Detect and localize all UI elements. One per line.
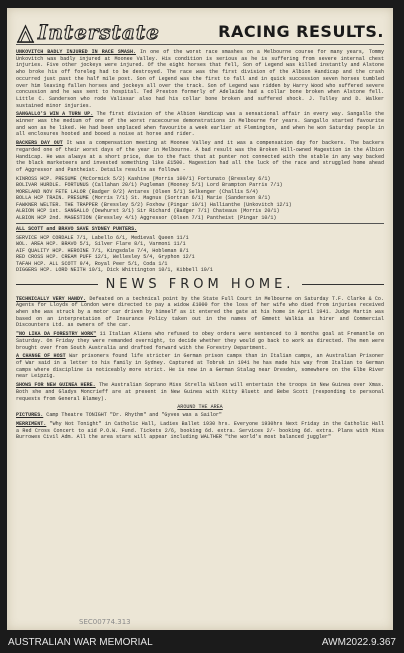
story-text: It was a compensation meeting at Moonee Valley and it was a compensation day for backers. The backers regarded one of their worst days of the year in Melbourne. A bad result was the Broken Hill-owned Magestion in the Albion Handicap. He was always at a short price, due to the fact that at punter not connected with the stable in any way backed the black marketeers and invested something like £1500. Magestion had all the luck of the race and struggled home ahead of Aggressor and Pantheist. Details results as follows - xyxy=(16,140,384,173)
news-item xyxy=(16,331,384,351)
result-line: ALBION HCP 1st. SANGALLO (Dewhurst 3/1) Sir Richard (Badger 7/1) Chateaus (Morris 20/1) xyxy=(16,208,280,215)
archive-stamp: SEC00774.313 xyxy=(79,618,131,626)
result-line: ALBION HCP 2nd. MAGESTION (Bressley 4/1) Aggressor (Olsen 7/1) Pantheist (Pingar 10/1) xyxy=(16,214,277,221)
story-backers xyxy=(16,140,384,174)
news-from-home-banner xyxy=(16,277,384,293)
masthead xyxy=(16,14,384,45)
area-item xyxy=(16,412,384,419)
sydney-headline: ALL SCOTT and BRAVO SAVE SYDNEY PUNTERS. xyxy=(16,226,138,233)
result-line: WOL. AREA HCP. BRAVO 5/1, Silver Flare 8/1, Varmoni 11/1 xyxy=(16,241,186,248)
result-line: SERVICE HCP CORDALE 7/1, Labello 6/1, Medieval Queen 11/1 xyxy=(16,234,189,241)
story-sangallo xyxy=(16,111,384,138)
news-headline: A CHANGE OF HOST xyxy=(16,353,66,360)
story-headline: UNKOVITCH BADLY INJURED IN RACE SMASH. xyxy=(16,49,137,55)
story-text: The first division of the Albion Handicap was a sensational affair in every way. Sangallo the winner was the medium of one of the worst racecourse demonstrations in Melbourne for years. Sangallo started favourite and won as he liked. He had been unplaced when favourite a week earlier at Flemington, and when he won Saturday people in all enclosures hooted and booed a noise at horse and rider. xyxy=(16,111,384,138)
racing-results-title: RACING RESULTS. xyxy=(218,22,384,41)
result-line: KINROSS HCP. PRESUME (McCormick 5/2) Kashine (Morris 100/1) Fortunato (Bressley 6/1) xyxy=(16,175,271,182)
news-headline: TECHNICALLY VERY HANDY. xyxy=(16,295,87,302)
area-text: "Why Not Tonight" in Catholic Hall, Ladies Ballet 1930 hrs. Everyone 1930hrs Next Friday in the Catholic Hall a Red Cross Concert to aid P.O.W. Fund. Tickets 2/6, booking 6d. extra. Services 2/- booking 6d. extra. Plans with Miss Burrowes Civil Adm. All the area stars will appear including WALTHER "the world's most balanced juggler" xyxy=(16,420,384,441)
sydney-heading xyxy=(16,226,384,233)
news-item xyxy=(16,382,384,402)
around-the-area-heading: AROUND THE AREA xyxy=(177,404,223,411)
news-from-home-title: NEWS FROM HOME. xyxy=(105,277,295,293)
divider xyxy=(302,284,384,285)
story-text: In one of the worst race smashes on a Melbourne course for many years, Tommy Unkovitch was badly injured at Moonee Valley. His condition is serious as he is suffering from severe internal chest injuries. Five other jockeys were injured. Of the eight horses that fell, Son of Legend was killed instantly and Alstone who broke his off foreleg had to be destroyed. The race was the first division of the Albion Handicap and the crash occurred just past the half mile post. Son of Legend was the first to fall and in quick succession seven horses tumbled over him leaving fallen horses and jockeys all over the track. Son of Legend was ridden by Harry Wood who suffered severe concussion and he was sent to hospital. Ted Preston formerly of Adelaide had a collar bone broken when Alstone fell. Little C. Sanderson who rode Valissar also had his collar bone broken and suffered shock. J. Tulley and D. Walker sustained minor injuries. xyxy=(16,49,384,109)
area-headline: MERRIMENT. xyxy=(16,420,47,427)
result-line: BOLIVAR HURDLE. FORTUNUS (Callahan 20/1) Pugleman (Mooney 5/1) Lord Brampton Parris 7/1) xyxy=(16,182,283,189)
news-item xyxy=(16,353,384,380)
news-text: The Australian Soprano Miss Strella Wilson will entertain the troops in New Guinea over Xmas. Both she and Gladys Moncrieff are at present in New Guinea with Kitty Bluett and Bebe Scott (responding to personal requests from General Blamey). xyxy=(16,382,384,402)
caption-institution: AUSTRALIAN WAR MEMORIAL xyxy=(8,636,153,648)
story-unkovitch xyxy=(16,49,384,109)
result-line: RED CROSS HCP. CREAM PUFF 12/1, Wellesley 5/4, Gryphon 12/1 xyxy=(16,254,195,261)
caption-accession: AWM2022.9.367 xyxy=(321,636,396,648)
result-line: FAWKNER WELTER. THE TRAPPER (Bressley 5/2) Foxhow (Pingar 10/1) Hallianthe (Unkovitch 12/1) xyxy=(16,201,292,208)
news-text: War prisoners found life stricter in German prison camps than in Italian camps, an Australian Prisoner of War said in a letter to his family in Sydney. Captured at Tobruk in 1941 he has made his way from Italian to German camps where discipline is noticeably more strict. He is now in a German Stalag near Dresden, somewhere on the Elbe River near Leipzig. xyxy=(16,353,384,380)
news-text: 11 Italian Aliens who refused to obey orders were sentenced to 3 months goal at Fremantle on Saturday. On Friday they were remanded overnight, to decide whether they would go back to work as directed. The men were brought over from South Australia and drafted forward with the Forestry Department. xyxy=(16,331,384,351)
news-headline: "NO LIKA DA FORESTRY WORK" xyxy=(16,331,97,338)
result-line: BOLLA HCP TRAIN. PRESUME (Morris 7/1) St. Magnus (Sortran 6/1) Marie (Sanderson 8/1) xyxy=(16,195,271,202)
sydney-results xyxy=(16,235,384,274)
divider xyxy=(16,284,98,285)
news-item xyxy=(16,296,384,330)
caption-bar xyxy=(0,631,404,653)
result-line: AIF QUALITY HCP. HEROINE 7/1, Kingsdale 7/4, Hobleman 8/1 xyxy=(16,247,189,254)
interstate-title: Interstate xyxy=(38,20,160,44)
divider xyxy=(16,223,384,224)
melbourne-results xyxy=(16,176,384,222)
result-line: MORELAND NOV FETE LALOR (Badger 9/2) Antares (Olsen 5/1) Selkenger (Challis 5/4) xyxy=(16,188,259,195)
news-text: Defeated on a technical point by the State Full Court in Melbourne on Saturday T.F. Clarke & Co. Agents for Lloyds of London were directed to pay a widow £1000 for the loss of her wife who died from injuries received when she was struck by a motor car driven by himself as it entered the gate at his home in April 1941. Judge Martin was based on an interpretation of Insurance Policy taken out in the names of Emmett Walkia as hirer and Commercial Discounters Ltd. as owners of the car. xyxy=(16,295,384,329)
story-headline: SANGALLO'S WIN A TURN UP. xyxy=(16,111,94,118)
story-headline: BACKERS DAY OUT xyxy=(16,140,63,147)
rising-sun-badge-icon xyxy=(16,23,35,44)
bulletin-page xyxy=(7,8,393,630)
result-line: TAFAH HCP. ALL SCOTT 9/4, Royal Peer 5/1, Coda 1/1 xyxy=(16,260,168,267)
news-headline: SHOWS FOR NEW GUINEA HERE. xyxy=(16,382,96,389)
area-text: Camp Theatre TONIGHT "Dr. Rhythm" and "Gyves was a Sailor" xyxy=(43,412,222,419)
result-line: DIGGERS HCP. LORD NEITH 10/1, Dick Whittington 10/1, Kibbell 10/1 xyxy=(16,267,213,274)
area-item xyxy=(16,421,384,441)
area-headline: PICTURES. xyxy=(16,412,44,419)
